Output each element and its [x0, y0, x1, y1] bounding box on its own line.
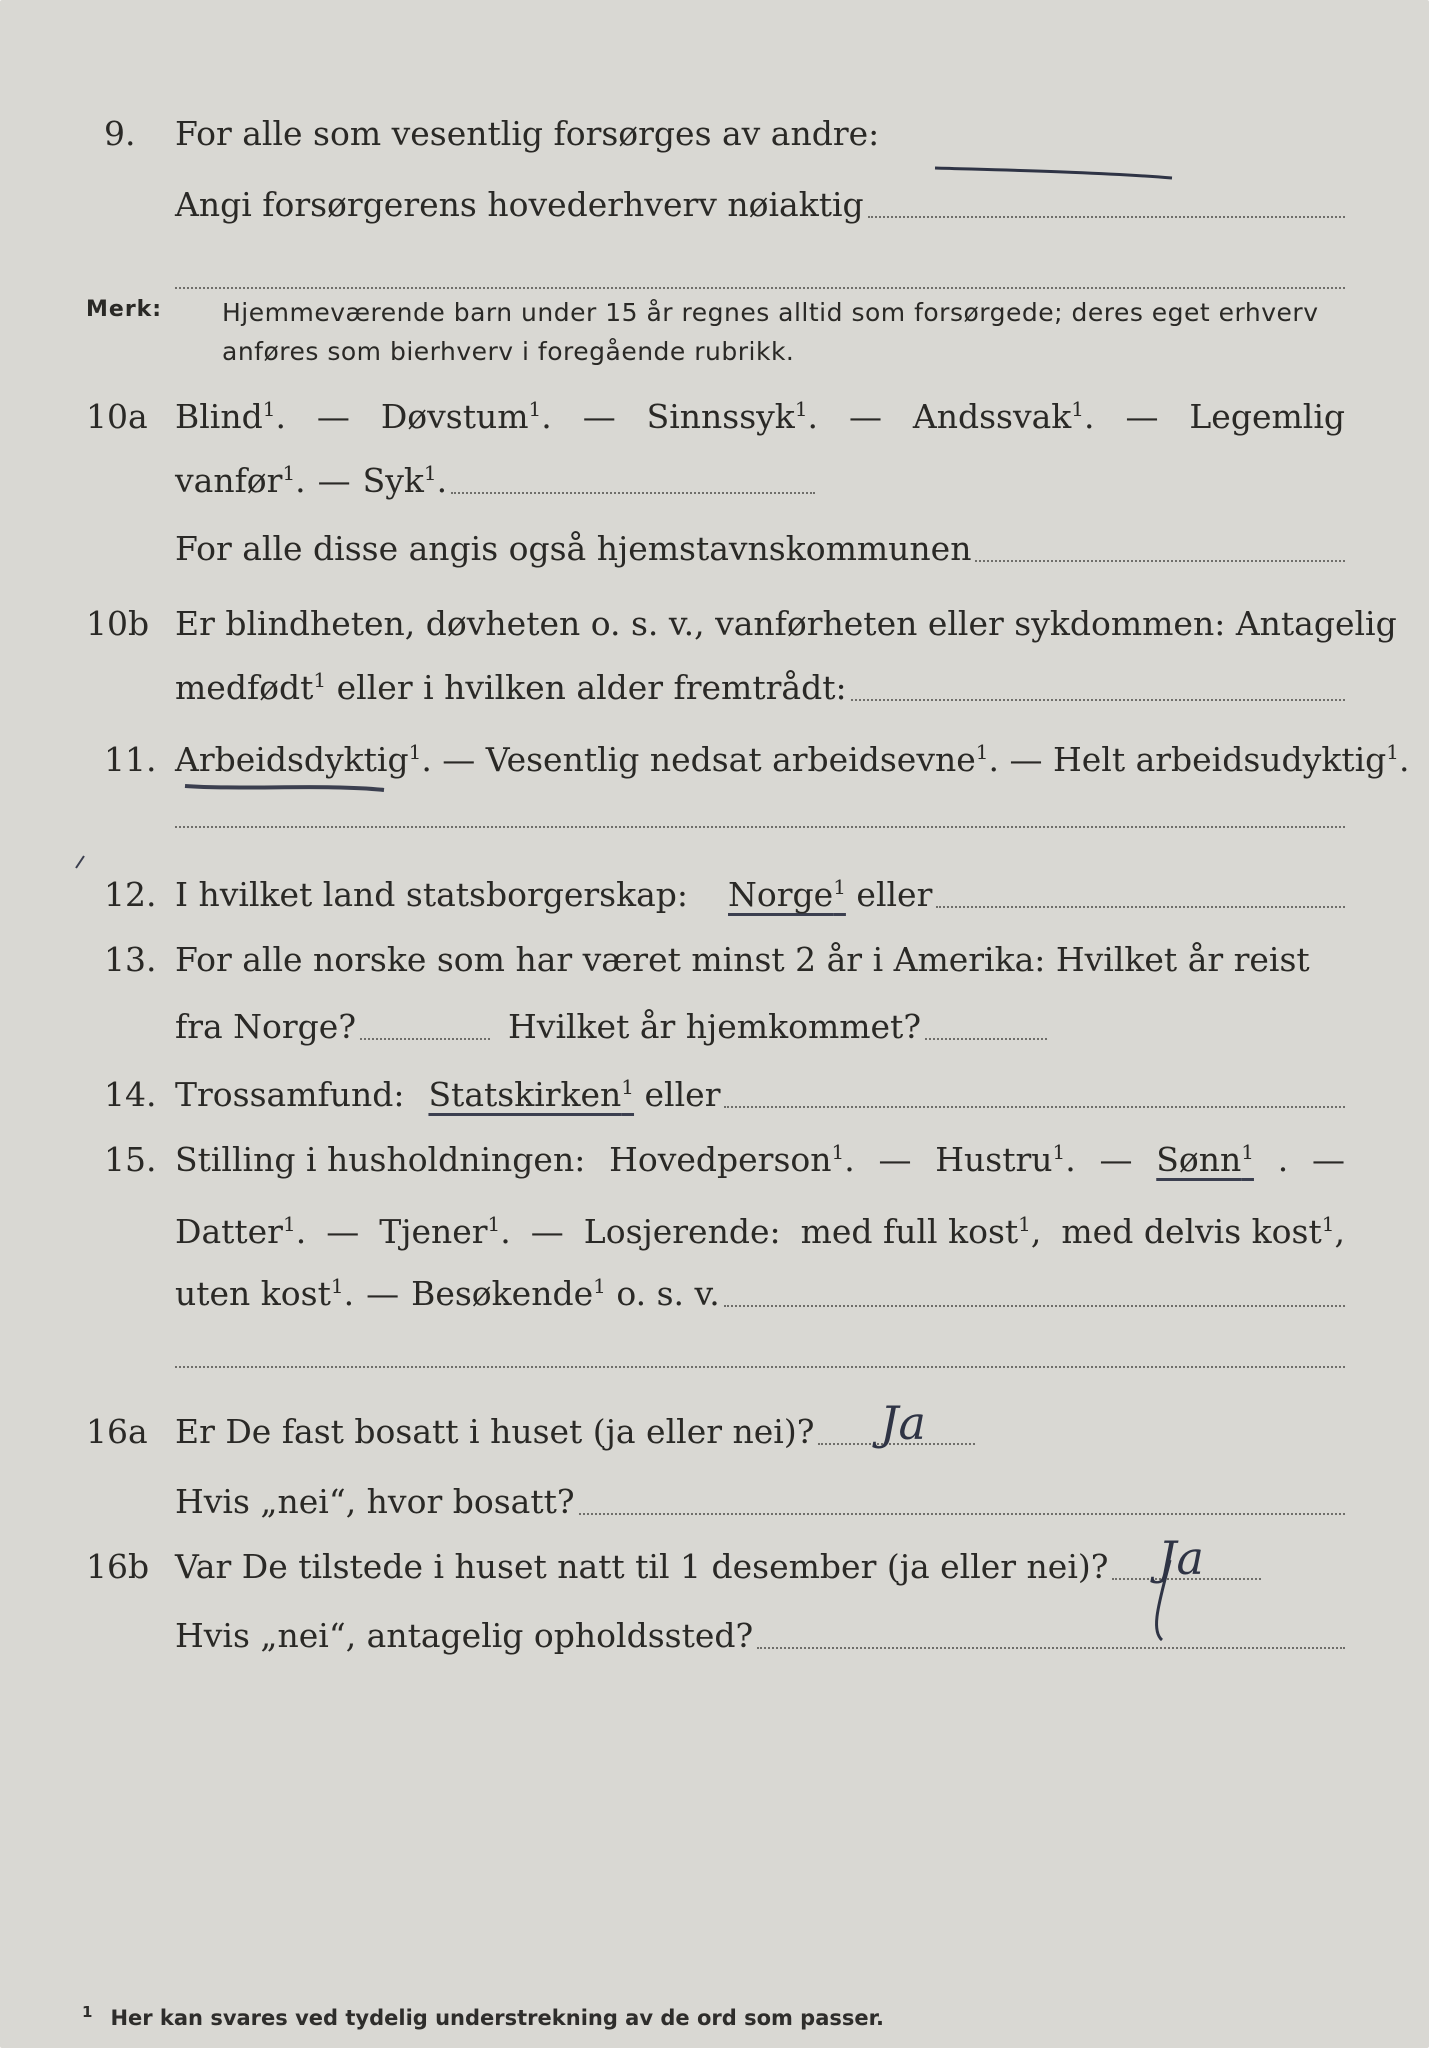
q10b-line2-rest: eller i hvilken alder fremtrådt:: [326, 668, 847, 707]
merk-line2: anføres som bierhverv i foregående rubrikk.: [222, 337, 795, 366]
q15-dash: —: [530, 1212, 564, 1251]
q15-dash: —: [1099, 1140, 1133, 1179]
q14-statskirken: Statskirken$^1$: [428, 1075, 635, 1114]
q10b-line1-text: Er blindheten, døvheten o. s. v., vanførheten eller sykdommen: Antagelig: [175, 604, 1397, 643]
footnote-text: Her kan svares ved tydelig understrekning av de ord som passer.: [110, 2006, 884, 2030]
q16b-number: 16b: [86, 1547, 150, 1586]
q10a-legemlig: Legemlig: [1189, 397, 1345, 436]
q13-line1-text: For alle norske som har været minst 2 år i Amerika: Hvilket år reist: [175, 940, 1310, 979]
q10a-dash: —: [582, 397, 616, 436]
q13-number: 13.: [104, 940, 157, 979]
q16b-handwritten-answer: Ja: [1158, 1531, 1204, 1585]
q15-datter: Datter$^1$.: [175, 1212, 307, 1251]
q10a-andssvak: Andssvak$^1$.: [912, 397, 1095, 436]
q11-number: 11.: [104, 740, 157, 779]
q12-number: 12.: [104, 875, 157, 914]
footnote-mark: 1: [82, 2003, 93, 2021]
q10a-dash: —: [1125, 397, 1159, 436]
q10b-number: 10b: [86, 604, 150, 643]
q14-eller: eller: [634, 1075, 721, 1114]
q10a-dash: —: [316, 397, 350, 436]
q12-text: I hvilket land statsborgerskap:: [175, 875, 689, 914]
q10b-medfodt: medfødt$^1$: [175, 668, 327, 707]
q14-number: 14.: [104, 1075, 157, 1114]
q16a-line1-text: Er De fast bosatt i huset (ja eller nei)?: [175, 1412, 815, 1451]
q12-norge: Norge$^1$: [728, 875, 846, 914]
q15-tjener: Tjener$^1$.: [379, 1212, 511, 1251]
q11-nedsat: . — Vesentlig nedsat arbeidsevne$^1$: [421, 740, 989, 779]
q10a-number: 10a: [86, 397, 148, 436]
q9-ink-stroke: [935, 168, 1172, 178]
q15-lead: Stilling i husholdningen:: [175, 1140, 586, 1179]
q10a-blind: Blind$^1$.: [175, 397, 286, 436]
q10a-vanfor: vanfør$^1$.: [175, 461, 306, 500]
q16a-number: 16a: [86, 1412, 148, 1451]
q12-tick-mark: [76, 856, 84, 868]
q10a-dash: —: [317, 461, 351, 500]
merk-line1: Hjemmeværende barn under 15 år regnes alltid som forsørgede; deres eget erhverv: [222, 298, 1319, 327]
q15-dash: —: [366, 1274, 400, 1313]
q15-number: 15.: [104, 1140, 157, 1179]
q15-osv: o. s. v.: [605, 1274, 720, 1313]
q15-sonn: Sønn$^1$: [1156, 1140, 1254, 1179]
q15-besokende: Besøkende$^1$: [411, 1274, 606, 1313]
q15-uten-kost: uten kost$^1$.: [175, 1274, 355, 1313]
q13-reist-label: fra Norge?: [175, 1007, 357, 1046]
q13-hjemkommet-label: Hvilket år hjemkommet?: [508, 1007, 922, 1046]
q15-full-kost: med full kost$^1$,: [800, 1212, 1042, 1251]
q16a-line2-text: Hvis „nei“, hvor bosatt?: [175, 1482, 575, 1521]
q9-number: 9.: [104, 114, 136, 153]
q15-delvis-kost: med delvis kost$^1$,: [1061, 1212, 1345, 1251]
q15-dash: —: [326, 1212, 360, 1251]
q15-dash: —: [878, 1140, 912, 1179]
q12-eller: eller: [845, 875, 933, 914]
q15-hovedperson: Hovedperson$^1$.: [609, 1140, 855, 1179]
q10a-syk: Syk$^1$.: [362, 461, 448, 500]
q15-line1: Stilling i husholdningen: Hovedperson$^1$. — Hustru$^1$. — Sønn$^1$ . —: [175, 1138, 1345, 1182]
q11-arbeidsdyktig: Arbeidsdyktig$^1$: [175, 740, 422, 779]
q11-udyktig: . — Helt arbeidsudyktig$^1$.: [988, 740, 1410, 779]
q10a-line3-text: For alle disse angis også hjemstavnskommunen: [175, 529, 972, 568]
q16a-handwritten-answer: Ja: [880, 1396, 926, 1450]
q15-losjerende: Losjerende:: [583, 1212, 781, 1251]
q16b-ja-descender: [1157, 1560, 1170, 1640]
q16b-line1-text: Var De tilstede i huset natt til 1 desember (ja eller nei)?: [175, 1547, 1109, 1586]
q15-dash: —: [1311, 1140, 1345, 1179]
q10a-dash: —: [848, 397, 882, 436]
q9-line1-text: For alle som vesentlig forsørges av andre:: [175, 114, 880, 153]
q16b-line2-text: Hvis „nei“, antagelig opholdssted?: [175, 1616, 754, 1655]
q11-underline-stroke: [185, 786, 384, 790]
q9-line2-text: Angi forsørgerens hovederhverv nøiaktig: [175, 185, 864, 224]
merk-label: Merk:: [86, 297, 163, 322]
q14-text: Trossamfund:: [175, 1075, 405, 1114]
q10a-dovstum: Døvstum$^1$.: [380, 397, 552, 436]
q10a-sinnssyk: Sinnssyk$^1$.: [646, 397, 819, 436]
q15-hustru: Hustru$^1$.: [935, 1140, 1076, 1179]
